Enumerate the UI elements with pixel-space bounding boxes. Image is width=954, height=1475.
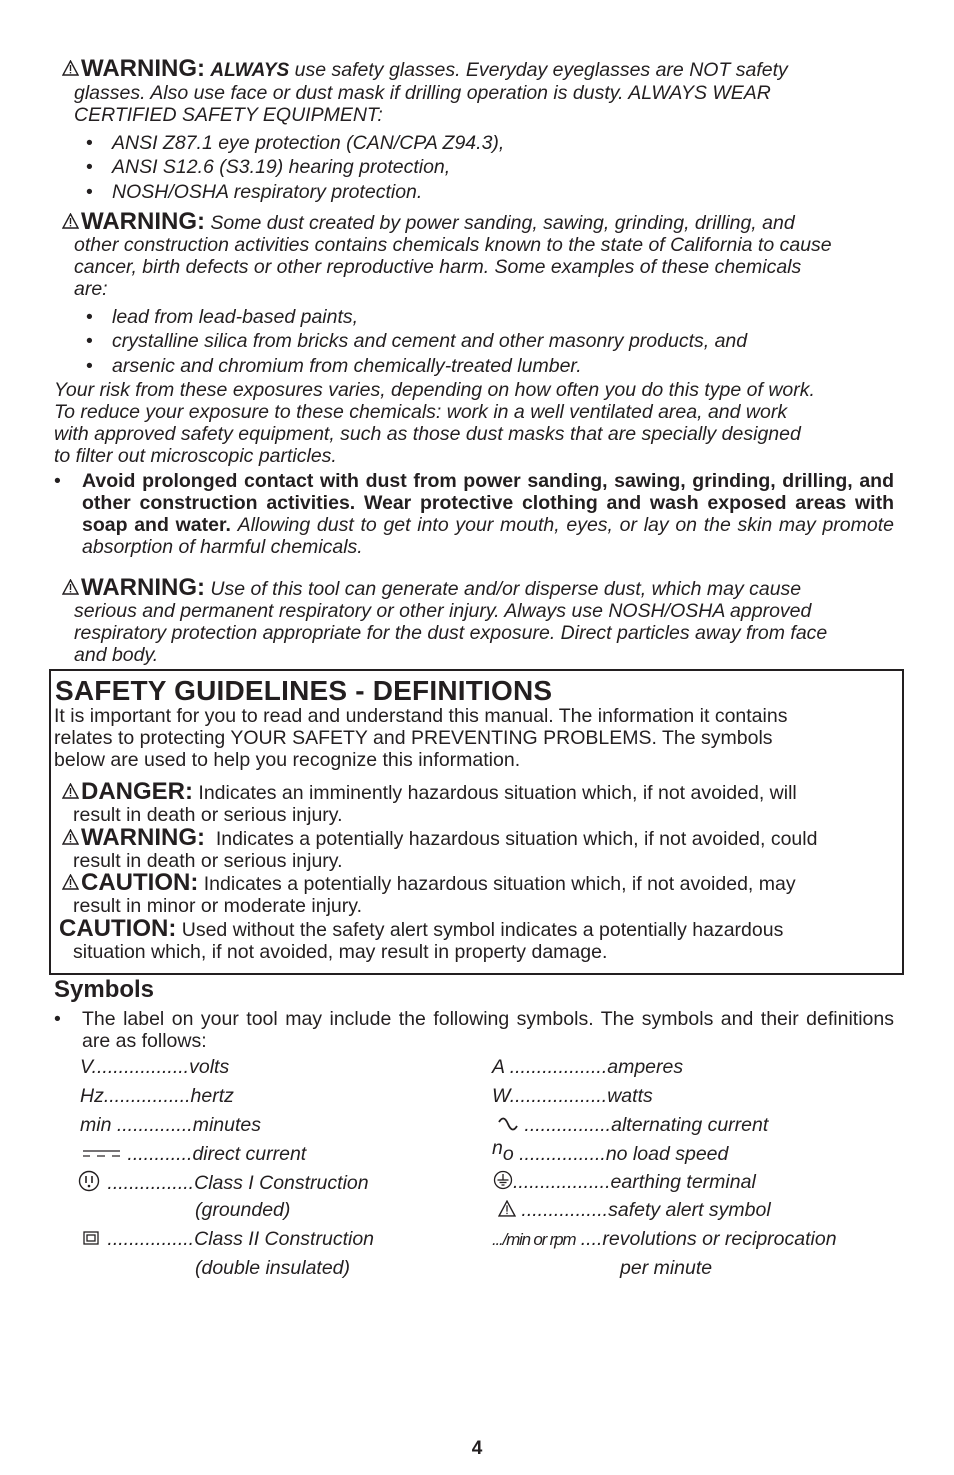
safety-alert-icon: [62, 874, 79, 890]
symbol-row-per-minute: per minute: [620, 1257, 713, 1279]
list-item: • ANSI Z87.1 eye protection (CAN/CPA Z94.3),: [86, 132, 505, 154]
warning-text: are:: [74, 278, 108, 300]
symbol-row-alternating-current: ................alternating current: [497, 1113, 768, 1138]
symbols-intro: • The label on your tool may include the following symbols. The symbols and their definitions are as follows:: [54, 1008, 894, 1052]
symbol-row-hertz: Hz................hertz: [80, 1085, 234, 1107]
avoid-contact-bullet: • Avoid prolonged contact with dust from power sanding, sawing, grinding, drilling, and other construction activities. Wear protective clothing and wash exposed areas with soap and water. Allowing dust to get into your mouth, eyes, or lay on the skin may promote absorption of harmful chemicals.: [54, 470, 895, 558]
warning-label: WARNING:: [81, 824, 205, 851]
list-item: • lead from lead-based paints,: [86, 306, 359, 328]
direct-current-icon: [82, 1143, 122, 1167]
warning-text: cancer, birth defects or other reproductive harm. Some examples of these chemicals: [74, 256, 802, 278]
class-one-construction-icon: [78, 1170, 102, 1198]
list-item: • ANSI S12.6 (S3.19) hearing protection,: [86, 156, 451, 178]
warning-text: use safety glasses. Everyday eyeglasses are NOT safety: [294, 59, 788, 81]
warning-text: and body.: [74, 644, 159, 666]
warning-text: Use of this tool can generate and/or disperse dust, which may cause: [210, 578, 802, 600]
symbol-row-volts: V..................volts: [80, 1056, 230, 1078]
definition-caution-plain: CAUTION: Used without the safety alert symbol indicates a potentially hazardous situation which, if not avoided, may result in property damage.: [59, 915, 784, 963]
avoid-bold-text: Avoid prolonged contact with dust from power sanding, sawing, grinding, drilling, and other construction activities. Wear protective clothing and wash exposed areas with soap and water.: [82, 470, 894, 536]
caution-label: CAUTION:: [59, 915, 177, 942]
warning-text: CERTIFIED SAFETY EQUIPMENT:: [74, 104, 383, 126]
risk-paragraph: Your risk from these exposures varies, depending on how often you do this type of work. To reduce your exposure to these chemicals: work in a well ventilated area, and work with approved safety equipment, such as those dust masks that are specially designed to filter out microscopic particles.: [54, 379, 815, 467]
symbol-row-class-two: ................Class II Construction: [82, 1227, 374, 1252]
symbol-row-minutes: min ..............minutes: [80, 1114, 261, 1136]
safety-guidelines-box: [49, 669, 904, 975]
safety-alert-icon: [62, 60, 79, 76]
section-title: SAFETY GUIDELINES - DEFINITIONS: [55, 675, 553, 706]
warning-text: Some dust created by power sanding, sawing, grinding, drilling, and: [210, 212, 795, 234]
definition-warning: WARNING: Indicates a potentially hazardous situation which, if not avoided, could result in death or serious injury.: [62, 827, 892, 872]
always-emphasis: ALWAYS: [210, 60, 290, 81]
symbol-row-direct-current: ............direct current: [82, 1142, 306, 1167]
warning-dust-respiratory: [62, 574, 892, 666]
warning-text: respiratory protection appropriate for the dust exposure. Direct particles away from face: [74, 622, 828, 644]
earthing-terminal-icon: [493, 1170, 513, 1196]
warning-label: WARNING:: [81, 208, 205, 235]
symbol-row-grounded: (grounded): [195, 1199, 291, 1221]
symbol-row-safety-alert: ................safety alert symbol: [498, 1198, 771, 1223]
symbol-row-class-one: ................Class I Construction: [78, 1170, 369, 1198]
warning-label: WARNING:: [81, 574, 205, 601]
definition-caution: CAUTION: Indicates a potentially hazardous situation which, if not avoided, may result in minor or moderate injury.: [62, 872, 892, 917]
symbol-row-no-load-speed: no ................no load speed: [492, 1137, 729, 1165]
caution-label: CAUTION:: [81, 869, 199, 896]
safety-alert-icon: [62, 783, 79, 799]
warning-text: serious and permanent respiratory or other injury. Always use NOSH/OSHA approved: [74, 600, 812, 622]
warning-label: WARNING:: [81, 55, 205, 82]
symbol-row-rpm: .../min or rpm ....revolutions or reciprocation: [492, 1228, 837, 1250]
list-item: • crystalline silica from bricks and cement and other masonry products, and: [86, 330, 748, 352]
page-number: 4: [471, 1438, 483, 1459]
symbol-row-watts: W..................watts: [492, 1085, 653, 1107]
avoid-italic-text: Allowing dust to get into your mouth, eyes, or lay on the skin may promote absorption of harmful chemicals.: [82, 514, 895, 558]
warning-eye-protection: [62, 55, 892, 126]
danger-label: DANGER:: [81, 778, 193, 805]
warning-text: other construction activities contains chemicals known to the state of California to cause: [74, 234, 832, 256]
symbol-row-earthing-terminal: ..................earthing terminal: [493, 1170, 756, 1196]
class-two-construction-icon: [82, 1228, 102, 1252]
guidelines-intro: It is important for you to read and understand this manual. The information it contains relates to protecting YOUR SAFETY and PREVENTING PROBLEMS. The symbols below are used to help you recognize this information.: [54, 705, 788, 771]
symbol-row-double-insulated: (double insulated): [195, 1257, 351, 1279]
safety-alert-icon: [498, 1199, 516, 1223]
symbols-title: Symbols: [54, 976, 155, 1003]
warning-california-dust: [62, 208, 892, 300]
definition-danger: DANGER: Indicates an imminently hazardous situation which, if not avoided, will result in death or serious injury.: [62, 781, 892, 826]
list-item: • arsenic and chromium from chemically-treated lumber.: [86, 355, 582, 377]
safety-alert-icon: [62, 829, 79, 845]
list-item: • NOSH/OSHA respiratory protection.: [86, 181, 423, 203]
symbol-row-amperes: A ..................amperes: [492, 1056, 684, 1078]
warning-text: glasses. Also use face or dust mask if drilling operation is dusty. ALWAYS WEAR: [74, 82, 771, 104]
alternating-current-icon: [497, 1114, 519, 1138]
safety-alert-icon: [62, 213, 79, 229]
safety-alert-icon: [62, 579, 79, 595]
